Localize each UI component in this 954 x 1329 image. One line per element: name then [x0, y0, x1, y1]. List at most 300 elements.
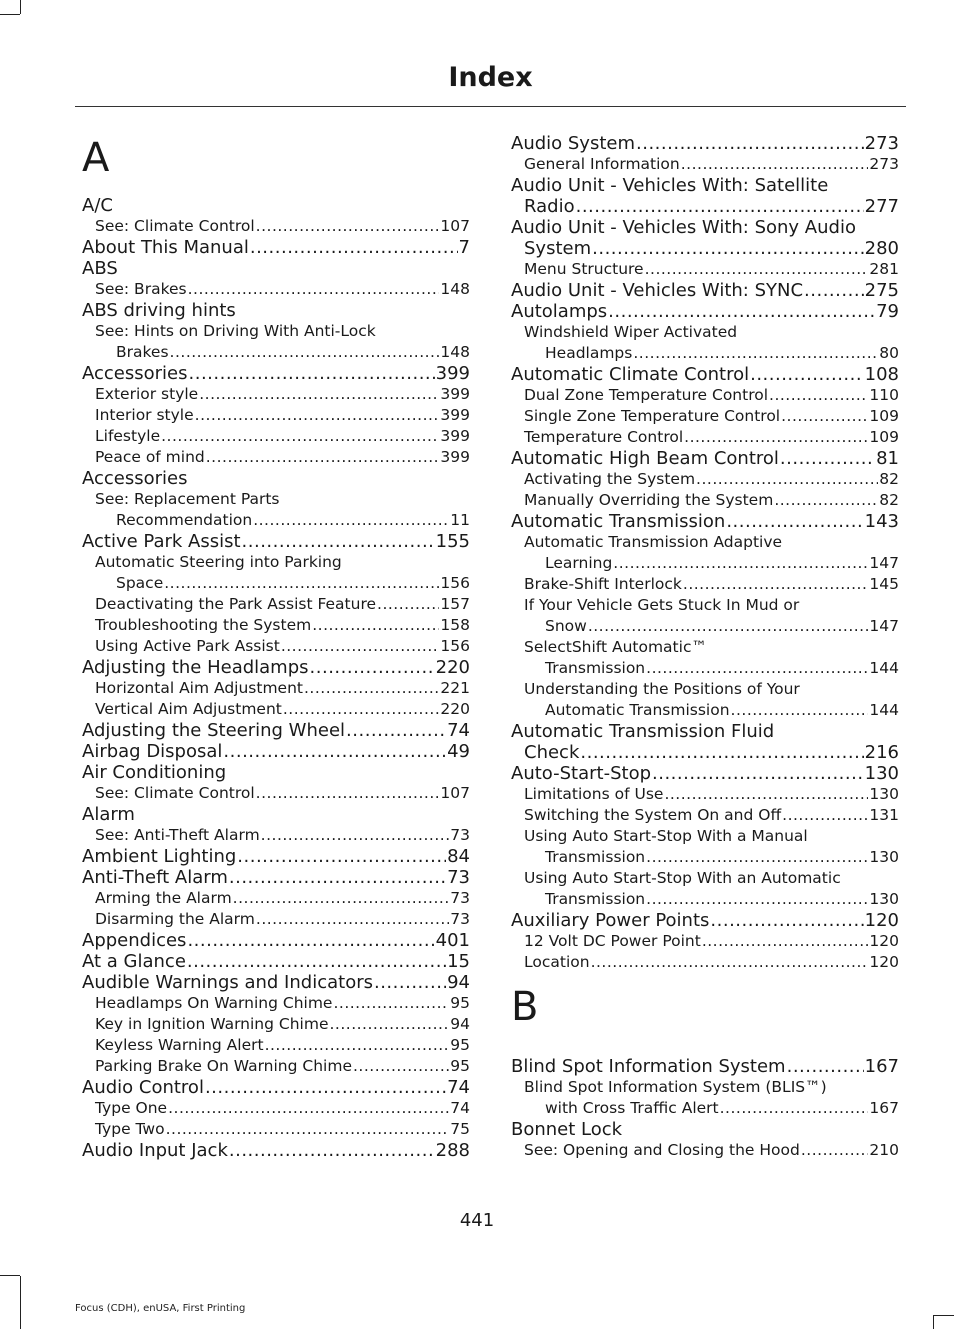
entry-label: If Your Vehicle Gets Stuck In Mud or — [524, 596, 800, 614]
index-entry — [82, 1140, 470, 1161]
page-number: 441 — [459, 1210, 495, 1231]
index-entry — [511, 1119, 899, 1140]
index-subentry — [511, 406, 899, 427]
index-entry — [511, 742, 899, 763]
entry-label: Automatic Climate Control — [511, 364, 750, 385]
dot-leader — [161, 426, 439, 447]
index-entry — [511, 301, 899, 322]
entry-label: Brake-Shift Interlock — [524, 575, 682, 593]
dot-leader — [774, 490, 878, 511]
entry-label: System — [524, 238, 592, 259]
index-subentry — [82, 426, 470, 447]
entry-label: Alarm — [82, 804, 135, 825]
index-subentry — [82, 993, 470, 1014]
entry-page-number: 156 — [440, 637, 470, 655]
index-entry — [82, 237, 470, 258]
section-letter: B — [511, 984, 539, 1030]
entry-label: Horizontal Aim Adjustment — [95, 679, 303, 697]
entry-label: Learning — [545, 554, 613, 572]
index-subentry — [82, 615, 470, 636]
entry-label: A/C — [82, 195, 113, 216]
crop-mark — [0, 14, 20, 15]
entry-label: Menu Structure — [524, 260, 644, 278]
entry-page-number: 216 — [864, 742, 899, 763]
crop-mark — [934, 1315, 954, 1316]
entry-label: ABS — [82, 258, 118, 279]
entry-label: Automatic High Beam Control — [511, 448, 779, 469]
dot-leader — [750, 364, 864, 385]
dot-leader — [377, 594, 439, 615]
entry-label: Transmission — [545, 890, 646, 908]
entry-label: Single Zone Temperature Control — [524, 407, 781, 425]
dot-leader — [281, 636, 440, 657]
index-subentry — [82, 489, 470, 510]
entry-label: Dual Zone Temperature Control — [524, 386, 769, 404]
entry-label: Key in Ignition Warning Chime — [95, 1015, 329, 1033]
index-subentry — [82, 1119, 470, 1140]
index-subentry — [82, 1035, 470, 1056]
entry-page-number: 144 — [869, 659, 899, 677]
dot-leader — [164, 573, 439, 594]
entry-label: Windshield Wiper Activated — [524, 323, 738, 341]
entry-page-number: 74 — [450, 1099, 470, 1117]
entry-label: Peace of mind — [95, 448, 205, 466]
entry-page-number: 94 — [447, 972, 470, 993]
entry-page-number: 155 — [435, 531, 470, 552]
index-entry — [82, 531, 470, 552]
dot-leader — [683, 574, 869, 595]
index-entry — [511, 511, 899, 532]
entry-page-number: 130 — [869, 890, 899, 908]
index-subentry — [82, 573, 470, 594]
crop-mark — [933, 1315, 934, 1329]
dot-leader — [333, 993, 449, 1014]
entry-page-number: 147 — [869, 617, 899, 635]
index-subentry — [511, 952, 899, 973]
entry-page-number: 73 — [450, 826, 470, 844]
index-subentry — [511, 637, 899, 658]
entry-page-number: 49 — [447, 741, 470, 762]
index-subentry — [511, 679, 899, 700]
entry-label: Headlamps On Warning Chime — [95, 994, 333, 1012]
crop-mark — [0, 1275, 20, 1276]
entry-label: Understanding the Positions of Your — [524, 680, 800, 698]
entry-label: See: Brakes — [95, 280, 187, 298]
entry-page-number: 107 — [440, 784, 470, 802]
entry-label: ABS driving hints — [82, 300, 236, 321]
entry-page-number: 109 — [869, 407, 899, 425]
index-subentry — [82, 1014, 470, 1035]
dot-leader — [804, 280, 864, 301]
dot-leader — [681, 154, 869, 175]
entry-label: Audio System — [511, 133, 636, 154]
dot-leader — [580, 742, 863, 763]
index-column-left — [82, 133, 470, 1161]
dot-leader — [199, 384, 439, 405]
dot-leader — [229, 867, 446, 888]
entry-label: Audio Unit - Vehicles With: Sony Audio — [511, 217, 856, 238]
entry-label: Using Active Park Assist — [95, 637, 280, 655]
entry-page-number: 75 — [450, 1120, 470, 1138]
entry-label: See: Climate Control — [95, 784, 255, 802]
index-subentry — [82, 321, 470, 342]
entry-label: See: Hints on Driving With Anti-Lock — [95, 322, 376, 340]
dot-leader — [720, 1098, 869, 1119]
entry-label: Autolamps — [511, 301, 608, 322]
entry-page-number: 275 — [864, 280, 899, 301]
entry-page-number: 131 — [869, 806, 899, 824]
index-subentry — [82, 783, 470, 804]
entry-label: Deactivating the Park Assist Feature — [95, 595, 377, 613]
entry-label: Space — [116, 574, 164, 592]
entry-page-number: 399 — [440, 385, 470, 403]
dot-leader — [312, 615, 439, 636]
dot-leader — [256, 909, 449, 930]
entry-label: Auxiliary Power Points — [511, 910, 710, 931]
dot-leader — [780, 448, 875, 469]
dot-leader — [782, 805, 868, 826]
entry-label: Blind Spot Information System (BLIS™) — [524, 1078, 827, 1096]
index-subentry — [511, 574, 899, 595]
index-subentry — [82, 825, 470, 846]
section-letter: A — [82, 135, 110, 181]
index-entry — [82, 972, 470, 993]
entry-label: About This Manual — [82, 237, 249, 258]
entry-page-number: 210 — [869, 1141, 899, 1159]
index-entry — [82, 867, 470, 888]
dot-leader — [168, 1098, 449, 1119]
index-entry — [511, 721, 899, 742]
entry-page-number: 81 — [876, 448, 899, 469]
dot-leader — [170, 342, 440, 363]
entry-page-number: 156 — [440, 574, 470, 592]
dot-leader — [787, 1056, 864, 1077]
entry-label: Activating the System — [524, 470, 696, 488]
index-entry — [82, 657, 470, 678]
index-subentry — [511, 868, 899, 889]
index-subentry — [82, 342, 470, 363]
entry-label: Parking Brake On Warning Chime — [95, 1057, 352, 1075]
dot-leader — [731, 700, 869, 721]
index-entry — [511, 448, 899, 469]
index-entry — [82, 951, 470, 972]
entry-page-number: 74 — [447, 720, 470, 741]
entry-page-number: 143 — [864, 511, 899, 532]
index-entry — [82, 741, 470, 762]
entry-page-number: 80 — [879, 344, 899, 362]
index-entry — [82, 468, 470, 489]
index-subentry — [511, 490, 899, 511]
dot-leader — [188, 279, 440, 300]
entry-page-number: 401 — [435, 930, 470, 951]
index-subentry — [82, 594, 470, 615]
entry-page-number: 109 — [869, 428, 899, 446]
entry-page-number: 273 — [864, 133, 899, 154]
index-subentry — [82, 384, 470, 405]
dot-leader — [195, 405, 440, 426]
entry-page-number: 95 — [450, 1036, 470, 1054]
entry-page-number: 220 — [440, 700, 470, 718]
entry-page-number: 399 — [440, 448, 470, 466]
entry-page-number: 120 — [869, 932, 899, 950]
entry-label: Automatic Transmission Fluid — [511, 721, 775, 742]
index-entry — [511, 910, 899, 931]
entry-label: General Information — [524, 155, 680, 173]
dot-leader — [696, 469, 878, 490]
entry-label: Airbag Disposal — [82, 741, 223, 762]
dot-leader — [646, 889, 868, 910]
index-entry — [82, 762, 470, 783]
index-subentry — [511, 889, 899, 910]
entry-page-number: 167 — [869, 1099, 899, 1117]
entry-label: Using Auto Start-Stop With an Automatic — [524, 869, 841, 887]
entry-label: Snow — [545, 617, 587, 635]
entry-page-number: 288 — [435, 1140, 470, 1161]
dot-leader — [187, 930, 434, 951]
index-subentry — [82, 888, 470, 909]
index-subentry — [511, 1077, 899, 1098]
entry-label: Vertical Aim Adjustment — [95, 700, 282, 718]
entry-label: Manually Overriding the System — [524, 491, 774, 509]
entry-label: Audio Unit - Vehicles With: SYNC — [511, 280, 804, 301]
entry-page-number: 110 — [869, 386, 899, 404]
dot-leader — [652, 763, 864, 784]
entry-label: Blind Spot Information System — [511, 1056, 786, 1077]
dot-leader — [189, 363, 435, 384]
entry-label: See: Replacement Parts — [95, 490, 280, 508]
dot-leader — [664, 784, 868, 805]
entry-page-number: 157 — [440, 595, 470, 613]
index-subentry — [511, 322, 899, 343]
entry-label: Temperature Control — [524, 428, 684, 446]
dot-leader — [613, 553, 868, 574]
entry-label: Exterior style — [95, 385, 199, 403]
index-subentry — [82, 279, 470, 300]
index-subentry — [511, 784, 899, 805]
entry-label: Transmission — [545, 659, 646, 677]
entry-page-number: 15 — [447, 951, 470, 972]
entry-label: Using Auto Start-Stop With a Manual — [524, 827, 808, 845]
entry-label: Radio — [524, 196, 575, 217]
entry-label: Audio Control — [82, 1077, 204, 1098]
dot-leader — [646, 847, 868, 868]
entry-page-number: 273 — [869, 155, 899, 173]
index-subentry — [82, 1056, 470, 1077]
entry-label: Transmission — [545, 848, 646, 866]
dot-leader — [265, 1035, 450, 1056]
index-entry — [82, 258, 470, 279]
entry-label: See: Anti-Theft Alarm — [95, 826, 260, 844]
entry-page-number: 145 — [869, 575, 899, 593]
entry-label: Audio Unit - Vehicles With: Satellite — [511, 175, 829, 196]
dot-leader — [591, 952, 869, 973]
entry-label: Disarming the Alarm — [95, 910, 255, 928]
dot-leader — [588, 616, 869, 637]
entry-page-number: 277 — [864, 196, 899, 217]
index-subentry — [82, 405, 470, 426]
index-subentry — [511, 658, 899, 679]
dot-leader — [237, 846, 446, 867]
dot-leader — [353, 1056, 449, 1077]
dot-leader — [233, 888, 450, 909]
index-entry — [511, 196, 899, 217]
entry-label: Type One — [95, 1099, 168, 1117]
entry-label: Adjusting the Steering Wheel — [82, 720, 346, 741]
index-subentry — [82, 447, 470, 468]
dot-leader — [576, 196, 864, 217]
entry-page-number: 399 — [440, 427, 470, 445]
dot-leader — [256, 216, 440, 237]
dot-leader — [310, 657, 435, 678]
entry-page-number: 281 — [869, 260, 899, 278]
entry-label: Interior style — [95, 406, 194, 424]
entry-label: Recommendation — [116, 511, 253, 529]
dot-leader — [250, 237, 458, 258]
entry-label: Air Conditioning — [82, 762, 227, 783]
entry-page-number: 108 — [864, 364, 899, 385]
entry-label: SelectShift Automatic™ — [524, 638, 707, 656]
dot-leader — [702, 931, 869, 952]
entry-page-number: 82 — [879, 470, 899, 488]
entry-page-number: 130 — [869, 848, 899, 866]
entry-page-number: 147 — [869, 554, 899, 572]
dot-leader — [801, 1140, 869, 1161]
entry-label: Active Park Assist — [82, 531, 241, 552]
index-subentry — [82, 510, 470, 531]
entry-page-number: 130 — [864, 763, 899, 784]
index-subentry — [511, 616, 899, 637]
page-title: Index — [448, 62, 533, 93]
index-subentry — [82, 1098, 470, 1119]
dot-leader — [374, 972, 446, 993]
entry-label: Type Two — [95, 1120, 165, 1138]
entry-label: Switching the System On and Off — [524, 806, 782, 824]
entry-page-number: 399 — [435, 363, 470, 384]
entry-page-number: 144 — [869, 701, 899, 719]
index-subentry — [511, 847, 899, 868]
index-subentry — [511, 1140, 899, 1161]
entry-label: 12 Volt DC Power Point — [524, 932, 701, 950]
dot-leader — [633, 343, 878, 364]
entry-label: Check — [524, 742, 580, 763]
index-entry — [82, 300, 470, 321]
dot-leader — [206, 447, 440, 468]
index-subentry — [82, 216, 470, 237]
entry-label: Headlamps — [545, 344, 633, 362]
entry-label: Keyless Warning Alert — [95, 1036, 264, 1054]
entry-label: Adjusting the Headlamps — [82, 657, 309, 678]
index-subentry — [511, 469, 899, 490]
index-subentry — [511, 553, 899, 574]
entry-page-number: 221 — [440, 679, 470, 697]
index-entry — [82, 846, 470, 867]
dot-leader — [636, 133, 864, 154]
index-entry — [511, 364, 899, 385]
entry-label: Automatic Transmission — [511, 511, 726, 532]
dot-leader — [781, 406, 868, 427]
entry-page-number: 280 — [864, 238, 899, 259]
entry-page-number: 158 — [440, 616, 470, 634]
index-subentry — [511, 427, 899, 448]
dot-leader — [710, 910, 863, 931]
entry-label: See: Climate Control — [95, 217, 255, 235]
entry-page-number: 73 — [450, 889, 470, 907]
dot-leader — [261, 825, 450, 846]
dot-leader — [329, 1014, 449, 1035]
dot-leader — [645, 259, 869, 280]
index-subentry — [511, 259, 899, 280]
dot-leader — [304, 678, 439, 699]
entry-label: Accessories — [82, 363, 188, 384]
index-column-right — [511, 133, 899, 1161]
entry-label: Automatic Transmission Adaptive — [524, 533, 783, 551]
index-subentry — [511, 385, 899, 406]
entry-label: Anti-Theft Alarm — [82, 867, 228, 888]
index-subentry — [82, 552, 470, 573]
dot-leader — [205, 1077, 446, 1098]
index-subentry — [511, 154, 899, 175]
entry-page-number: 74 — [447, 1077, 470, 1098]
dot-leader — [166, 1119, 450, 1140]
entry-page-number: 7 — [458, 237, 470, 258]
dot-leader — [253, 510, 449, 531]
entry-label: Audio Input Jack — [82, 1140, 228, 1161]
entry-label: Appendices — [82, 930, 187, 951]
entry-page-number: 130 — [869, 785, 899, 803]
dot-leader — [684, 427, 868, 448]
entry-label: At a Glance — [82, 951, 186, 972]
index-entry — [511, 280, 899, 301]
dot-leader — [769, 385, 868, 406]
entry-page-number: 167 — [864, 1056, 899, 1077]
title-divider — [75, 106, 906, 107]
entry-label: Automatic Steering into Parking — [95, 553, 342, 571]
index-entry — [511, 217, 899, 238]
entry-page-number: 148 — [440, 280, 470, 298]
index-subentry — [511, 931, 899, 952]
entry-page-number: 95 — [450, 1057, 470, 1075]
entry-label: Troubleshooting the System — [95, 616, 312, 634]
dot-leader — [608, 301, 875, 322]
entry-page-number: 73 — [450, 910, 470, 928]
entry-label: Limitations of Use — [524, 785, 664, 803]
index-entry — [82, 804, 470, 825]
entry-page-number: 120 — [864, 910, 899, 931]
entry-label: Arming the Alarm — [95, 889, 232, 907]
index-entry — [82, 930, 470, 951]
entry-label: Auto-Start-Stop — [511, 763, 652, 784]
index-entry — [511, 238, 899, 259]
entry-page-number: 94 — [450, 1015, 470, 1033]
index-subentry — [82, 678, 470, 699]
entry-label: with Cross Traffic Alert — [545, 1099, 719, 1117]
entry-label: Bonnet Lock — [511, 1119, 623, 1140]
entry-page-number: 220 — [435, 657, 470, 678]
entry-page-number: 11 — [450, 511, 470, 529]
dot-leader — [223, 741, 446, 762]
crop-mark — [20, 0, 21, 14]
dot-leader — [256, 783, 440, 804]
index-entry — [511, 1056, 899, 1077]
dot-leader — [346, 720, 446, 741]
dot-leader — [229, 1140, 435, 1161]
index-subentry — [511, 595, 899, 616]
index-entry — [511, 175, 899, 196]
entry-page-number: 82 — [879, 491, 899, 509]
index-subentry — [511, 826, 899, 847]
index-subentry — [511, 700, 899, 721]
index-subentry — [511, 343, 899, 364]
